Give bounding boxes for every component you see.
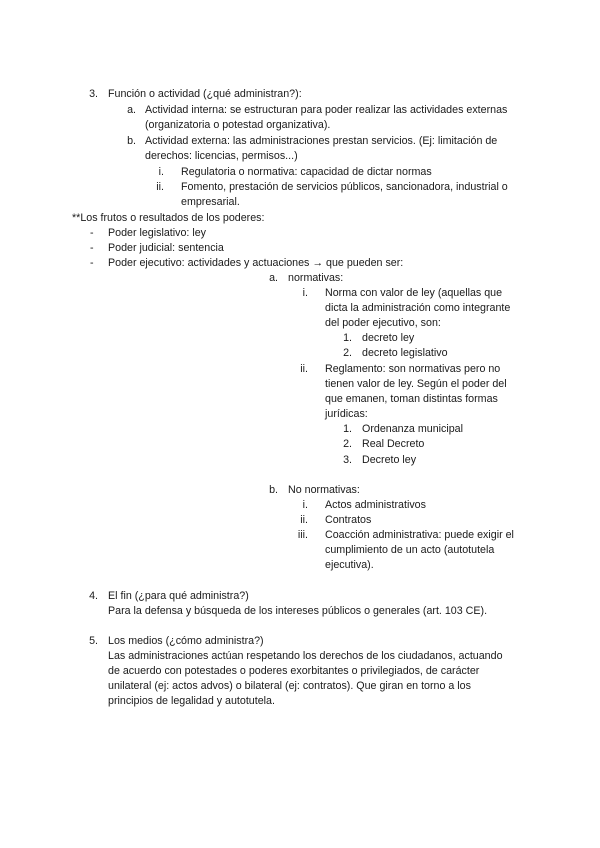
decreto-ley-item: decreto ley — [362, 332, 415, 344]
coaccion-line-1: Coacción administrativa: puede exigir el — [325, 529, 514, 541]
section-5-text-line-1: Las administraciones actúan respetando los derechos de los ciudadanos, actuando — [108, 650, 503, 662]
norma-ley-line-1: Norma con valor de ley (aquellas que — [325, 287, 503, 299]
section-5-text-line-3: unilateral (ej: actos advos) o bilateral (ej: contratos). Que giran en torno a los — [108, 680, 471, 692]
fomento-item-line-1: Fomento, prestación de servicios públicos, sancionadora, industrial o — [181, 181, 508, 193]
reglamento-line-2: tienen valor de ley. Según el poder del — [325, 378, 507, 390]
list-marker-2: 2. — [343, 438, 352, 450]
no-normativas-label: No normativas: — [288, 484, 360, 496]
coaccion-line-2: cumplimiento de un acto (autotutela — [325, 544, 495, 556]
list-marker-b: b. — [269, 484, 278, 496]
list-marker-a: a. — [269, 272, 278, 284]
section-5-text-line-4: principios de legalidad y autotutela. — [108, 695, 275, 707]
section-5-title: Los medios (¿cómo administra?) — [108, 635, 264, 647]
executive-power-item: Poder ejecutivo: actividades y actuaciones → que pueden ser: — [108, 257, 404, 269]
section-4-number: 4. — [89, 590, 98, 602]
activity-external-line-1: Actividad externa: las administraciones prestan servicios. (Ej: limitación de — [145, 135, 498, 147]
reglamento-line-3: que emanen, toman distintas formas — [325, 393, 498, 405]
list-marker-iii: iii. — [297, 529, 308, 541]
list-marker-1: 1. — [343, 332, 352, 344]
list-marker-a: a. — [127, 104, 136, 116]
activity-external-line-2: derechos: licencias, permisos...) — [145, 150, 298, 162]
coaccion-line-3: ejecutiva). — [325, 559, 374, 571]
ordenanza-municipal-item: Ordenanza municipal — [362, 423, 463, 435]
list-marker-ii: ii. — [156, 181, 164, 193]
list-marker-i: i. — [302, 287, 308, 299]
list-marker-2: 2. — [343, 347, 352, 359]
contratos-item: Contratos — [325, 514, 372, 526]
regulatory-item: Regulatoria o normativa: capacidad de dictar normas — [181, 166, 432, 178]
judicial-power-item: Poder judicial: sentencia — [108, 242, 224, 254]
list-marker-1: 1. — [343, 423, 352, 435]
section-5-text-line-2: de acuerdo con potestades o poderes exorbitantes o privilegiados, de carácter — [108, 665, 480, 677]
dash-bullet: - — [90, 227, 94, 239]
norma-ley-line-2: dicta la administración como integrante — [325, 302, 511, 314]
section-4-text: Para la defensa y búsqueda de los intereses públicos o generales (art. 103 CE). — [108, 605, 488, 617]
fomento-item-line-2: empresarial. — [181, 196, 240, 208]
decreto-ley-item-2: Decreto ley — [362, 454, 417, 466]
list-marker-b: b. — [127, 135, 136, 147]
legislative-power-item: Poder legislativo: ley — [108, 227, 207, 239]
list-marker-i: i. — [158, 166, 164, 178]
list-marker-3: 3. — [343, 454, 352, 466]
section-5-number: 5. — [89, 635, 98, 647]
activity-internal-line-1: Actividad interna: se estructuran para poder realizar las actividades externas — [145, 104, 508, 116]
section-3-number: 3. — [89, 88, 98, 100]
list-marker-ii: ii. — [300, 363, 308, 375]
reglamento-line-1: Reglamento: son normativas pero no — [325, 363, 501, 375]
reglamento-line-4: jurídicas: — [325, 408, 368, 420]
section-3-title: Función o actividad (¿qué administran?): — [108, 88, 302, 100]
frutos-heading: **Los frutos o resultados de los poderes: — [72, 212, 265, 224]
actos-administrativos-item: Actos administrativos — [325, 499, 426, 511]
list-marker-i: i. — [302, 499, 308, 511]
norma-ley-line-3: del poder ejecutivo, son: — [325, 317, 441, 329]
decreto-legislativo-item: decreto legislativo — [362, 347, 448, 359]
list-marker-ii: ii. — [300, 514, 308, 526]
activity-internal-line-2: (organizatoria o potestad organizativa). — [145, 119, 331, 131]
normativas-label: normativas: — [288, 272, 344, 284]
real-decreto-item: Real Decreto — [362, 438, 425, 450]
dash-bullet: - — [90, 242, 94, 254]
section-4-title: El fin (¿para qué administra?) — [108, 590, 249, 602]
dash-bullet: - — [90, 257, 94, 269]
